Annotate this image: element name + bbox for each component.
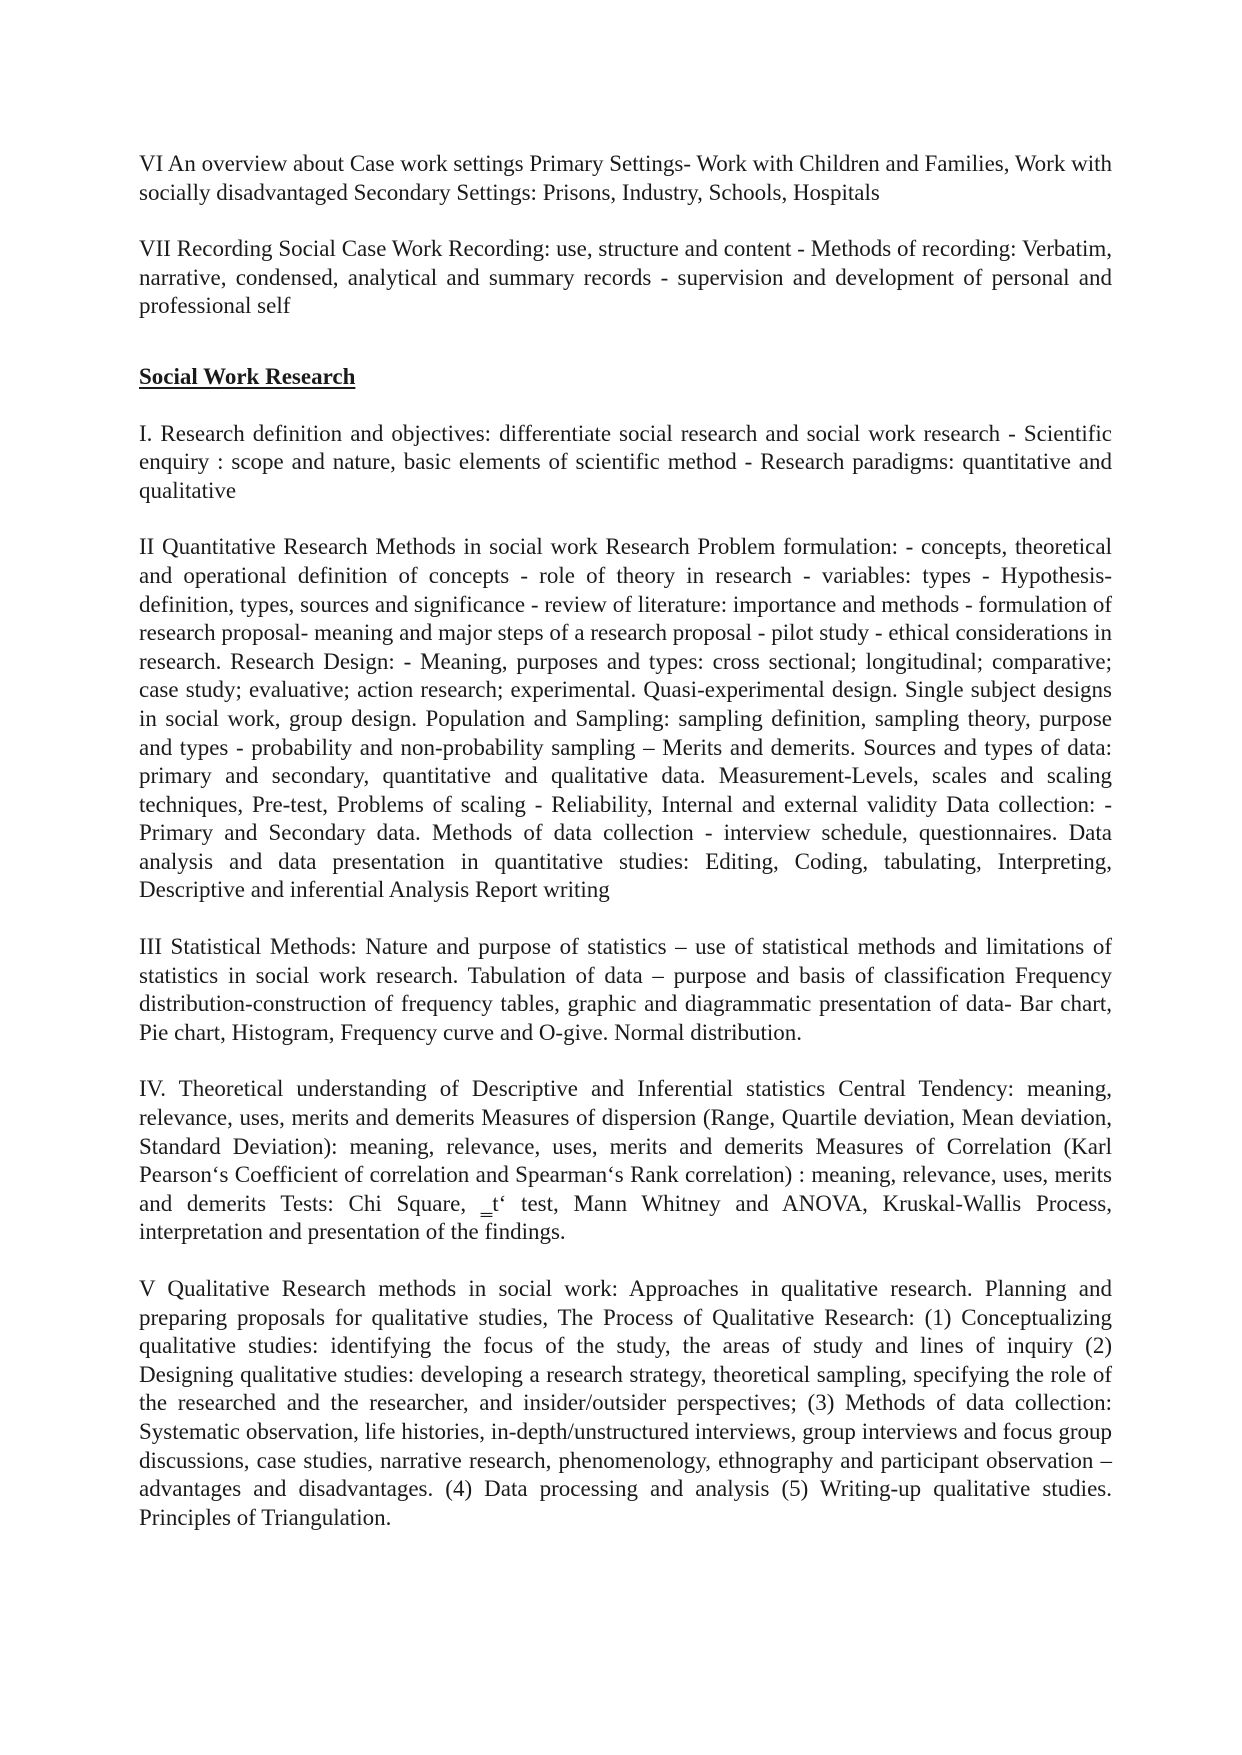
paragraph-ii-quantitative-methods: II Quantitative Research Methods in social work Research Problem formulation: - concepts, theoretical and operational definition of concepts - role of theory in research - variables: types - Hypothesis- definition, types, sources and significance - review of literature: importance and methods - formulation of research proposal- meaning and major steps of a research proposal - pilot study - ethical considerations in research. Research Design: - Meaning, purposes and types: cross sectional; longitudinal; comparative; case study; evaluative; action research; experimental. Quasi-experimental design. Single subject designs in social work, group design. Population and Sampling: sampling definition, sampling theory, purpose and types - probability and non-probability sampling – Merits and demerits. Sources and types of data: primary and secondary, quantitative and qualitative data. Measurement-Levels, scales and scaling techniques, Pre-test, Problems of scaling - Reliability, Internal and external validity Data collection: - Primary and Secondary data. Methods of data collection - interview schedule, questionnaires. Data analysis and data presentation in quantitative studies: Editing, Coding, tabulating, Interpreting, Descriptive and inferential Analysis Report writing	[139, 534, 1112, 903]
paragraph-spacer	[139, 392, 1112, 420]
paragraph-iii-statistical-methods: III Statistical Methods: Nature and purpose of statistics – use of statistical methods and limitations of statistics in social work research. Tabulation of data – purpose and basis of classification Frequency distribution-construction of frequency tables, graphic and diagrammatic presentation of data- Bar chart, Pie chart, Histogram, Frequency curve and O-give. Normal distribution.	[139, 934, 1112, 1045]
paragraph-vii-recording: VII Recording Social Case Work Recording: use, structure and content - Methods of recording: Verbatim, narrative, condensed, analytical and summary records - supervision and development of personal and professional self	[139, 236, 1112, 319]
paragraph-vi-case-work-settings: VI An overview about Case work settings Primary Settings- Work with Children and Families, Work with socially disadvantaged Secondary Settings: Prisons, Industry, Schools, Hospitals	[139, 151, 1112, 205]
paragraph-spacer	[139, 905, 1112, 933]
paragraph-iv-descriptive-inferential: IV. Theoretical understanding of Descriptive and Inferential statistics Central Tendency: meaning, relevance, uses, merits and demerits Measures of dispersion (Range, Quartile deviation, Mean deviation, Standard Deviation): meaning, relevance, uses, merits and demerits Measures of Correlation (Karl Pearson‘s Coefficient of correlation and Spearman‘s Rank correlation) : meaning, relevance, uses, merits and demerits Tests: Chi Square, ‗t‘ test, Mann Whitney and ANOVA, Kruskal-Wallis Process, interpretation and presentation of the findings.	[139, 1076, 1112, 1245]
paragraph-spacer	[139, 207, 1112, 235]
paragraph-spacer	[139, 505, 1112, 533]
document-page	[139, 150, 1112, 1532]
paragraph-v-qualitative-methods: V Qualitative Research methods in social work: Approaches in qualitative research. Planning and preparing proposals for qualitative studies, The Process of Qualitative Research: (1) Conceptualizing qualitative studies: identifying the focus of the study, the areas of study and lines of inquiry (2) Designing qualitative studies: developing a research strategy, theoretical sampling, specifying the role of the researched and the researcher, and insider/outsider perspectives; (3) Methods of data collection: Systematic observation, life histories, in-depth/unstructured interviews, group interviews and focus group discussions, case studies, narrative research, phenomenology, ethnography and participant observation – advantages and disadvantages. (4) Data processing and analysis (5) Writing-up qualitative studies. Principles of Triangulation.	[139, 1276, 1112, 1530]
paragraph-spacer	[139, 1047, 1112, 1075]
paragraph-i-research-definition: I. Research definition and objectives: differentiate social research and social work research - Scientific enquiry : scope and nature, basic elements of scientific method - Research paradigms: quantitative and qualitative	[139, 420, 1112, 503]
section-spacer	[139, 321, 1112, 363]
paragraph-spacer	[139, 1247, 1112, 1275]
section-heading-social-work-research: Social Work Research	[139, 363, 356, 389]
